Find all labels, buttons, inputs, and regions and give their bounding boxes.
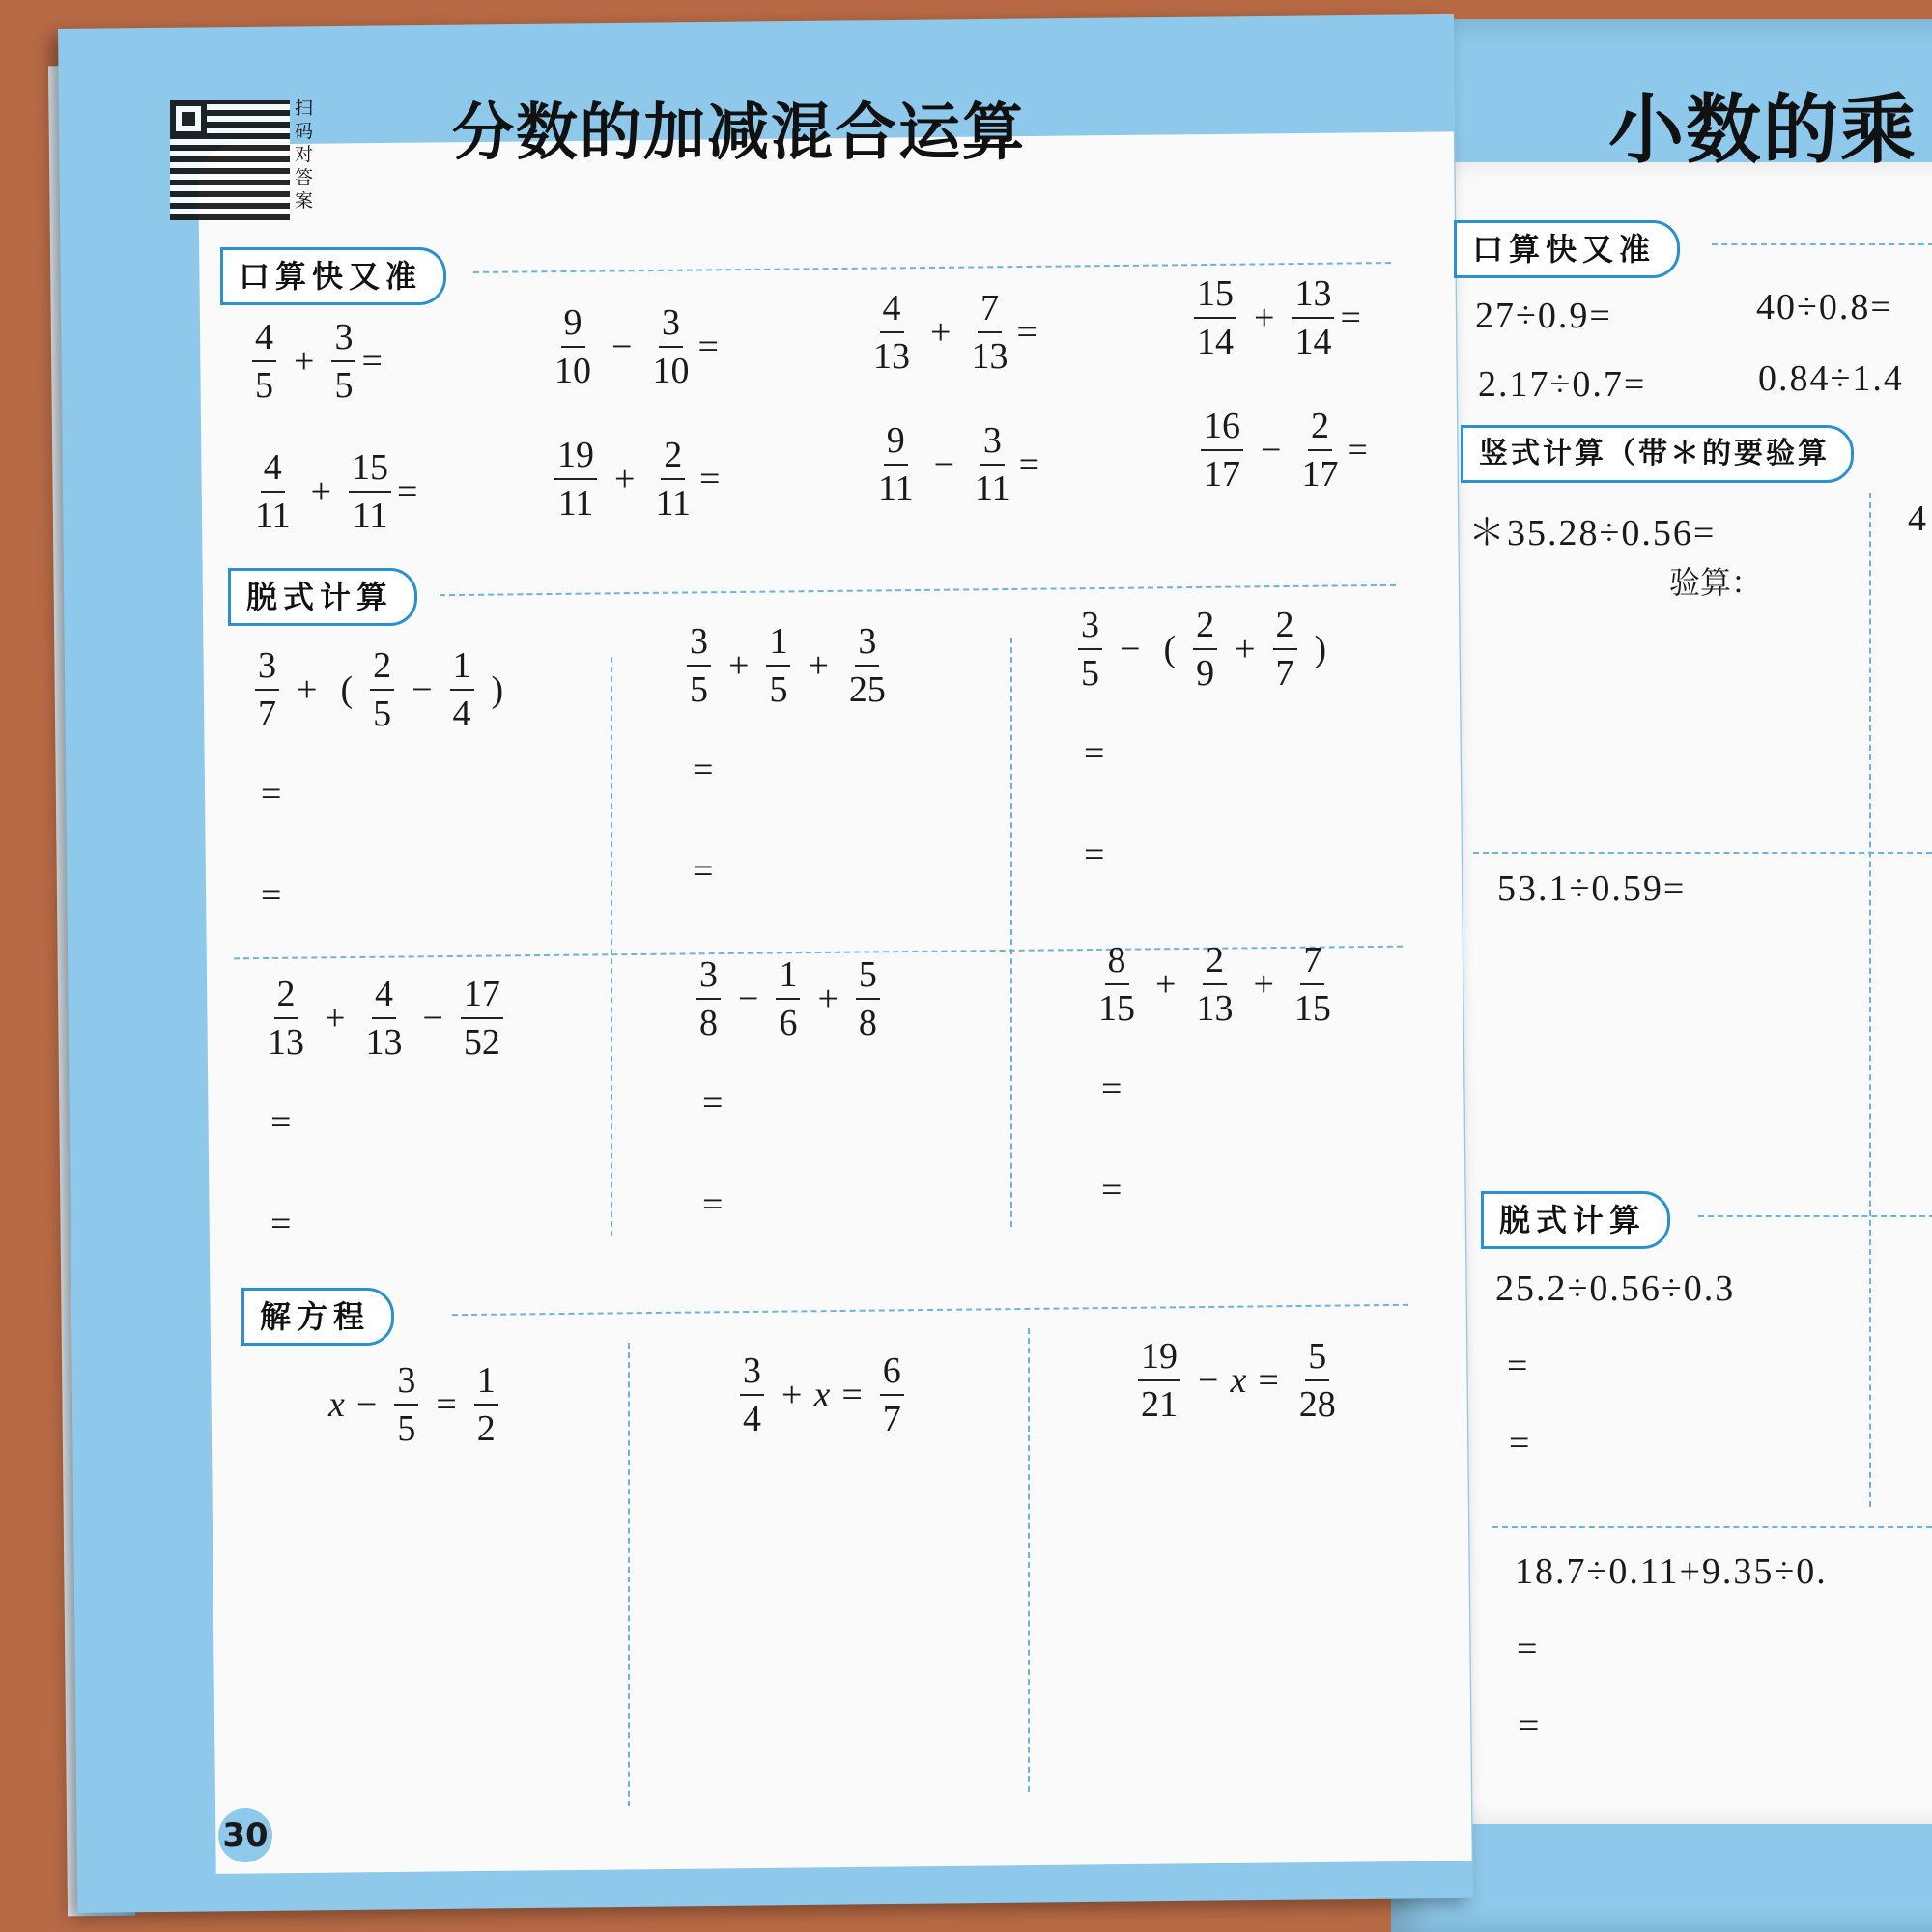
qr-label: 扫码对答案 bbox=[295, 98, 314, 212]
section-tag-step: 脱式计算 bbox=[228, 568, 417, 626]
denominator: 5 bbox=[1081, 653, 1099, 694]
right-oral-1: 27÷0.9= bbox=[1475, 296, 1612, 336]
numerator: 19 bbox=[554, 437, 597, 480]
fraction bbox=[1095, 942, 1138, 1027]
denominator: 2 bbox=[476, 1408, 496, 1449]
numerator: 13 bbox=[1292, 275, 1334, 319]
operator: − bbox=[738, 979, 759, 1019]
fraction bbox=[766, 623, 790, 708]
denominator: 21 bbox=[1141, 1384, 1178, 1425]
fraction bbox=[968, 290, 1010, 375]
denominator: 5 bbox=[690, 669, 708, 710]
denominator: 13 bbox=[1196, 988, 1234, 1029]
equals-sign: = bbox=[699, 459, 721, 499]
page-title: 分数的加减混合运算 bbox=[452, 97, 1026, 169]
numerator: 3 bbox=[1078, 607, 1102, 650]
operator: + bbox=[728, 645, 750, 686]
denominator: 5 bbox=[769, 669, 788, 710]
numerator: 19 bbox=[1138, 1338, 1180, 1381]
denominator: 28 bbox=[1298, 1384, 1336, 1425]
fraction bbox=[972, 422, 1013, 507]
operator: − bbox=[422, 998, 443, 1038]
fraction bbox=[687, 623, 711, 708]
right-vertical-1: ＊35.28÷0.56= bbox=[1468, 513, 1717, 554]
denominator: 13 bbox=[873, 336, 910, 377]
right-vertical-3: 53.1÷0.59= bbox=[1497, 868, 1687, 909]
oral-expression bbox=[246, 319, 383, 404]
denominator: 6 bbox=[779, 1003, 798, 1043]
right-oral-4: 0.84÷1.4 bbox=[1758, 358, 1904, 399]
operator: + bbox=[817, 979, 838, 1019]
fraction bbox=[856, 956, 880, 1041]
numerator: 2 bbox=[1273, 607, 1297, 650]
equals-sign: = bbox=[1340, 298, 1361, 338]
numerator: 3 bbox=[255, 647, 279, 691]
numerator: 5 bbox=[1305, 1338, 1329, 1381]
numerator: 2 bbox=[1193, 607, 1217, 650]
operator: + bbox=[1254, 298, 1275, 338]
oral-expression bbox=[246, 449, 417, 534]
oral-expression bbox=[1195, 408, 1368, 493]
operator: + bbox=[808, 645, 829, 686]
fraction bbox=[450, 647, 474, 732]
denominator: 14 bbox=[1294, 322, 1332, 362]
denominator: 7 bbox=[882, 1399, 901, 1439]
fraction bbox=[252, 319, 276, 404]
denominator: 52 bbox=[463, 1022, 500, 1063]
right-section-tag-vertical: 竖式计算（带＊的要验算 bbox=[1461, 425, 1854, 483]
equation bbox=[328, 1362, 504, 1447]
right-section-tag-oral: 口算快又准 bbox=[1454, 220, 1680, 278]
numerator: 17 bbox=[461, 976, 503, 1019]
fraction bbox=[554, 437, 597, 522]
numerator: 1 bbox=[776, 956, 800, 1000]
qr-code-icon[interactable] bbox=[170, 100, 290, 220]
section-tag-oral: 口算快又准 bbox=[220, 247, 446, 305]
operator: + bbox=[325, 998, 346, 1038]
section-tag-equation: 解方程 bbox=[242, 1288, 394, 1346]
equals-sign: = bbox=[1258, 1360, 1279, 1401]
numerator: 3 bbox=[855, 623, 879, 667]
equals-sign: = bbox=[697, 327, 719, 367]
fraction bbox=[696, 956, 721, 1041]
operator: + bbox=[1155, 964, 1177, 1005]
fraction bbox=[1201, 408, 1243, 493]
numerator: 5 bbox=[856, 956, 880, 1000]
denominator: 10 bbox=[554, 351, 591, 391]
denominator: 5 bbox=[373, 694, 392, 734]
operator: − bbox=[1120, 629, 1141, 669]
right-step-2: 18.7÷0.11+9.35÷0. bbox=[1515, 1551, 1828, 1592]
operator: − bbox=[355, 1384, 378, 1425]
denominator: 11 bbox=[975, 469, 1010, 509]
equals-sign: = bbox=[1018, 444, 1040, 485]
equals-sign: = bbox=[702, 1083, 724, 1123]
column-divider bbox=[1869, 493, 1871, 1507]
operator: + bbox=[1253, 964, 1274, 1005]
step-expression bbox=[1072, 607, 1338, 692]
denominator: 11 bbox=[557, 483, 594, 524]
numerator: 6 bbox=[880, 1352, 904, 1396]
equation bbox=[1132, 1338, 1345, 1423]
numerator: 4 bbox=[372, 976, 396, 1019]
operator: + bbox=[297, 669, 318, 710]
numerator: 1 bbox=[474, 1362, 498, 1406]
fraction bbox=[255, 647, 279, 732]
variable-x: x bbox=[813, 1375, 831, 1415]
numerator: 3 bbox=[687, 623, 711, 667]
operator: + bbox=[614, 459, 636, 499]
denominator: 11 bbox=[255, 496, 291, 536]
fraction bbox=[870, 290, 913, 375]
column-divider bbox=[1010, 638, 1012, 1227]
denominator: 7 bbox=[258, 694, 276, 734]
equals-sign: = bbox=[261, 875, 282, 916]
fraction bbox=[1078, 607, 1102, 692]
right-oral-3: 2.17÷0.7= bbox=[1478, 364, 1647, 405]
oral-expression bbox=[869, 422, 1039, 507]
denominator: 5 bbox=[334, 365, 354, 406]
equals-sign: = bbox=[1517, 1629, 1538, 1669]
operator: + bbox=[781, 1375, 803, 1415]
equals-sign: = bbox=[1101, 1170, 1122, 1210]
step-expression bbox=[681, 623, 895, 708]
numerator: 7 bbox=[978, 290, 1002, 333]
left-paren: ( bbox=[1163, 629, 1177, 669]
denominator: 11 bbox=[878, 469, 914, 509]
denominator: 15 bbox=[1098, 988, 1135, 1029]
numerator: 1 bbox=[450, 647, 474, 691]
denominator: 13 bbox=[268, 1022, 304, 1063]
right-paren: ) bbox=[491, 669, 504, 710]
equals-sign: = bbox=[1509, 1423, 1530, 1463]
equals-sign: = bbox=[1519, 1706, 1540, 1747]
equals-sign: = bbox=[1507, 1346, 1528, 1386]
denominator: 8 bbox=[858, 1003, 877, 1043]
step-expression bbox=[691, 956, 886, 1041]
denominator: 4 bbox=[743, 1399, 761, 1439]
fraction bbox=[265, 976, 307, 1061]
fraction bbox=[776, 956, 800, 1041]
numerator: 3 bbox=[696, 956, 721, 1000]
equals-sign: = bbox=[702, 1184, 724, 1225]
column-divider bbox=[1028, 1328, 1030, 1792]
numerator: 3 bbox=[331, 319, 355, 362]
denominator: 13 bbox=[971, 336, 1009, 377]
fraction bbox=[1296, 1338, 1339, 1423]
oral-expression bbox=[549, 437, 720, 522]
left-paren: ( bbox=[340, 669, 354, 710]
numerator: 3 bbox=[980, 422, 1005, 466]
equals-sign: = bbox=[693, 750, 714, 790]
numerator: 2 bbox=[274, 976, 298, 1019]
denominator: 13 bbox=[365, 1022, 403, 1063]
denominator: 11 bbox=[352, 496, 388, 536]
numerator: 9 bbox=[884, 422, 908, 466]
denominator: 17 bbox=[1301, 454, 1339, 495]
fraction bbox=[1273, 607, 1297, 692]
denominator: 17 bbox=[1204, 454, 1240, 495]
numerator: 4 bbox=[261, 449, 285, 493]
equation bbox=[734, 1352, 910, 1437]
fraction bbox=[740, 1352, 764, 1437]
step-expression bbox=[249, 647, 515, 732]
fraction bbox=[461, 976, 503, 1061]
right-paren: ) bbox=[1314, 629, 1327, 669]
equals-sign: = bbox=[270, 1204, 292, 1244]
numerator: 15 bbox=[1194, 275, 1236, 319]
equals-sign: = bbox=[1347, 430, 1368, 470]
right-vertical-2: 4 bbox=[1908, 498, 1928, 539]
fraction bbox=[1138, 1338, 1180, 1423]
denominator: 5 bbox=[255, 365, 273, 406]
denominator: 11 bbox=[655, 483, 692, 524]
denominator: 9 bbox=[1196, 653, 1215, 694]
numerator: 2 bbox=[370, 647, 394, 691]
numerator: 16 bbox=[1201, 408, 1243, 451]
equals-sign: = bbox=[1101, 1068, 1122, 1109]
denominator: 8 bbox=[699, 1003, 718, 1043]
fraction bbox=[1193, 942, 1236, 1027]
fraction bbox=[362, 976, 405, 1061]
variable-x: x bbox=[328, 1384, 345, 1425]
column-divider bbox=[628, 1343, 630, 1806]
equals-sign: = bbox=[361, 341, 383, 382]
fraction bbox=[552, 304, 594, 389]
operator: − bbox=[412, 669, 433, 710]
operator: + bbox=[294, 341, 315, 382]
variable-x: x bbox=[1230, 1360, 1247, 1401]
divider bbox=[1712, 243, 1932, 245]
right-step-1: 25.2÷0.56÷0.3 bbox=[1495, 1268, 1736, 1309]
equals-sign: = bbox=[693, 851, 714, 892]
operator: − bbox=[611, 327, 633, 367]
operator: + bbox=[310, 471, 332, 512]
fraction bbox=[846, 623, 889, 708]
fraction bbox=[394, 1362, 418, 1447]
numerator: 8 bbox=[1105, 942, 1129, 985]
fraction bbox=[252, 449, 294, 534]
equals-sign: = bbox=[436, 1384, 457, 1425]
fraction bbox=[474, 1362, 498, 1447]
right-section-tag-step: 脱式计算 bbox=[1481, 1191, 1670, 1249]
fraction bbox=[875, 422, 917, 507]
divider bbox=[1473, 852, 1932, 854]
fraction bbox=[349, 449, 391, 534]
right-page-title: 小数的乘 bbox=[1608, 86, 1918, 174]
numerator: 4 bbox=[252, 319, 276, 362]
equals-sign: = bbox=[1016, 312, 1037, 353]
denominator: 15 bbox=[1293, 988, 1331, 1029]
fraction bbox=[331, 319, 355, 404]
numerator: 2 bbox=[661, 437, 685, 480]
divider bbox=[1698, 1215, 1932, 1217]
denominator: 14 bbox=[1197, 322, 1234, 362]
denominator: 25 bbox=[848, 669, 886, 710]
step-expression bbox=[259, 976, 509, 1061]
oral-expression bbox=[546, 304, 719, 389]
numerator: 7 bbox=[1300, 942, 1324, 985]
numerator: 2 bbox=[1308, 408, 1332, 451]
fraction bbox=[1298, 408, 1341, 493]
operator: + bbox=[1235, 629, 1256, 669]
fraction bbox=[1292, 275, 1334, 360]
denominator: 10 bbox=[652, 351, 690, 391]
numerator: 3 bbox=[394, 1362, 418, 1406]
equals-sign: = bbox=[261, 774, 282, 814]
divider bbox=[1492, 1526, 1932, 1528]
fraction bbox=[649, 304, 692, 389]
operator: − bbox=[1261, 430, 1282, 470]
equals-sign: = bbox=[270, 1102, 292, 1143]
column-divider bbox=[611, 657, 612, 1236]
oral-expression bbox=[865, 290, 1037, 375]
denominator: 5 bbox=[397, 1408, 416, 1449]
fraction bbox=[370, 647, 394, 732]
fraction bbox=[1292, 942, 1334, 1027]
operator: + bbox=[930, 312, 952, 353]
equals-sign: = bbox=[397, 471, 418, 512]
page-number: 30 bbox=[218, 1808, 272, 1862]
equals-sign: = bbox=[1084, 835, 1105, 875]
numerator: 1 bbox=[766, 623, 790, 667]
numerator: 2 bbox=[1203, 942, 1227, 985]
equals-sign: = bbox=[841, 1375, 863, 1415]
equals-sign: = bbox=[1084, 733, 1105, 774]
fraction bbox=[880, 1352, 904, 1437]
numerator: 3 bbox=[659, 304, 683, 348]
operator: − bbox=[933, 444, 955, 485]
denominator: 4 bbox=[452, 694, 471, 734]
step-expression bbox=[1090, 942, 1340, 1027]
oral-expression bbox=[1188, 275, 1361, 360]
denominator: 7 bbox=[1275, 653, 1294, 694]
numerator: 9 bbox=[561, 304, 585, 348]
fraction bbox=[1194, 275, 1236, 360]
numerator: 4 bbox=[880, 290, 904, 333]
numerator: 15 bbox=[349, 449, 391, 493]
numerator: 3 bbox=[740, 1352, 764, 1396]
operator: − bbox=[1198, 1360, 1219, 1401]
fraction bbox=[1193, 607, 1217, 692]
fraction bbox=[652, 437, 694, 522]
right-oral-2: 40÷0.8= bbox=[1756, 287, 1893, 327]
check-label: 验算： bbox=[1669, 564, 1763, 601]
